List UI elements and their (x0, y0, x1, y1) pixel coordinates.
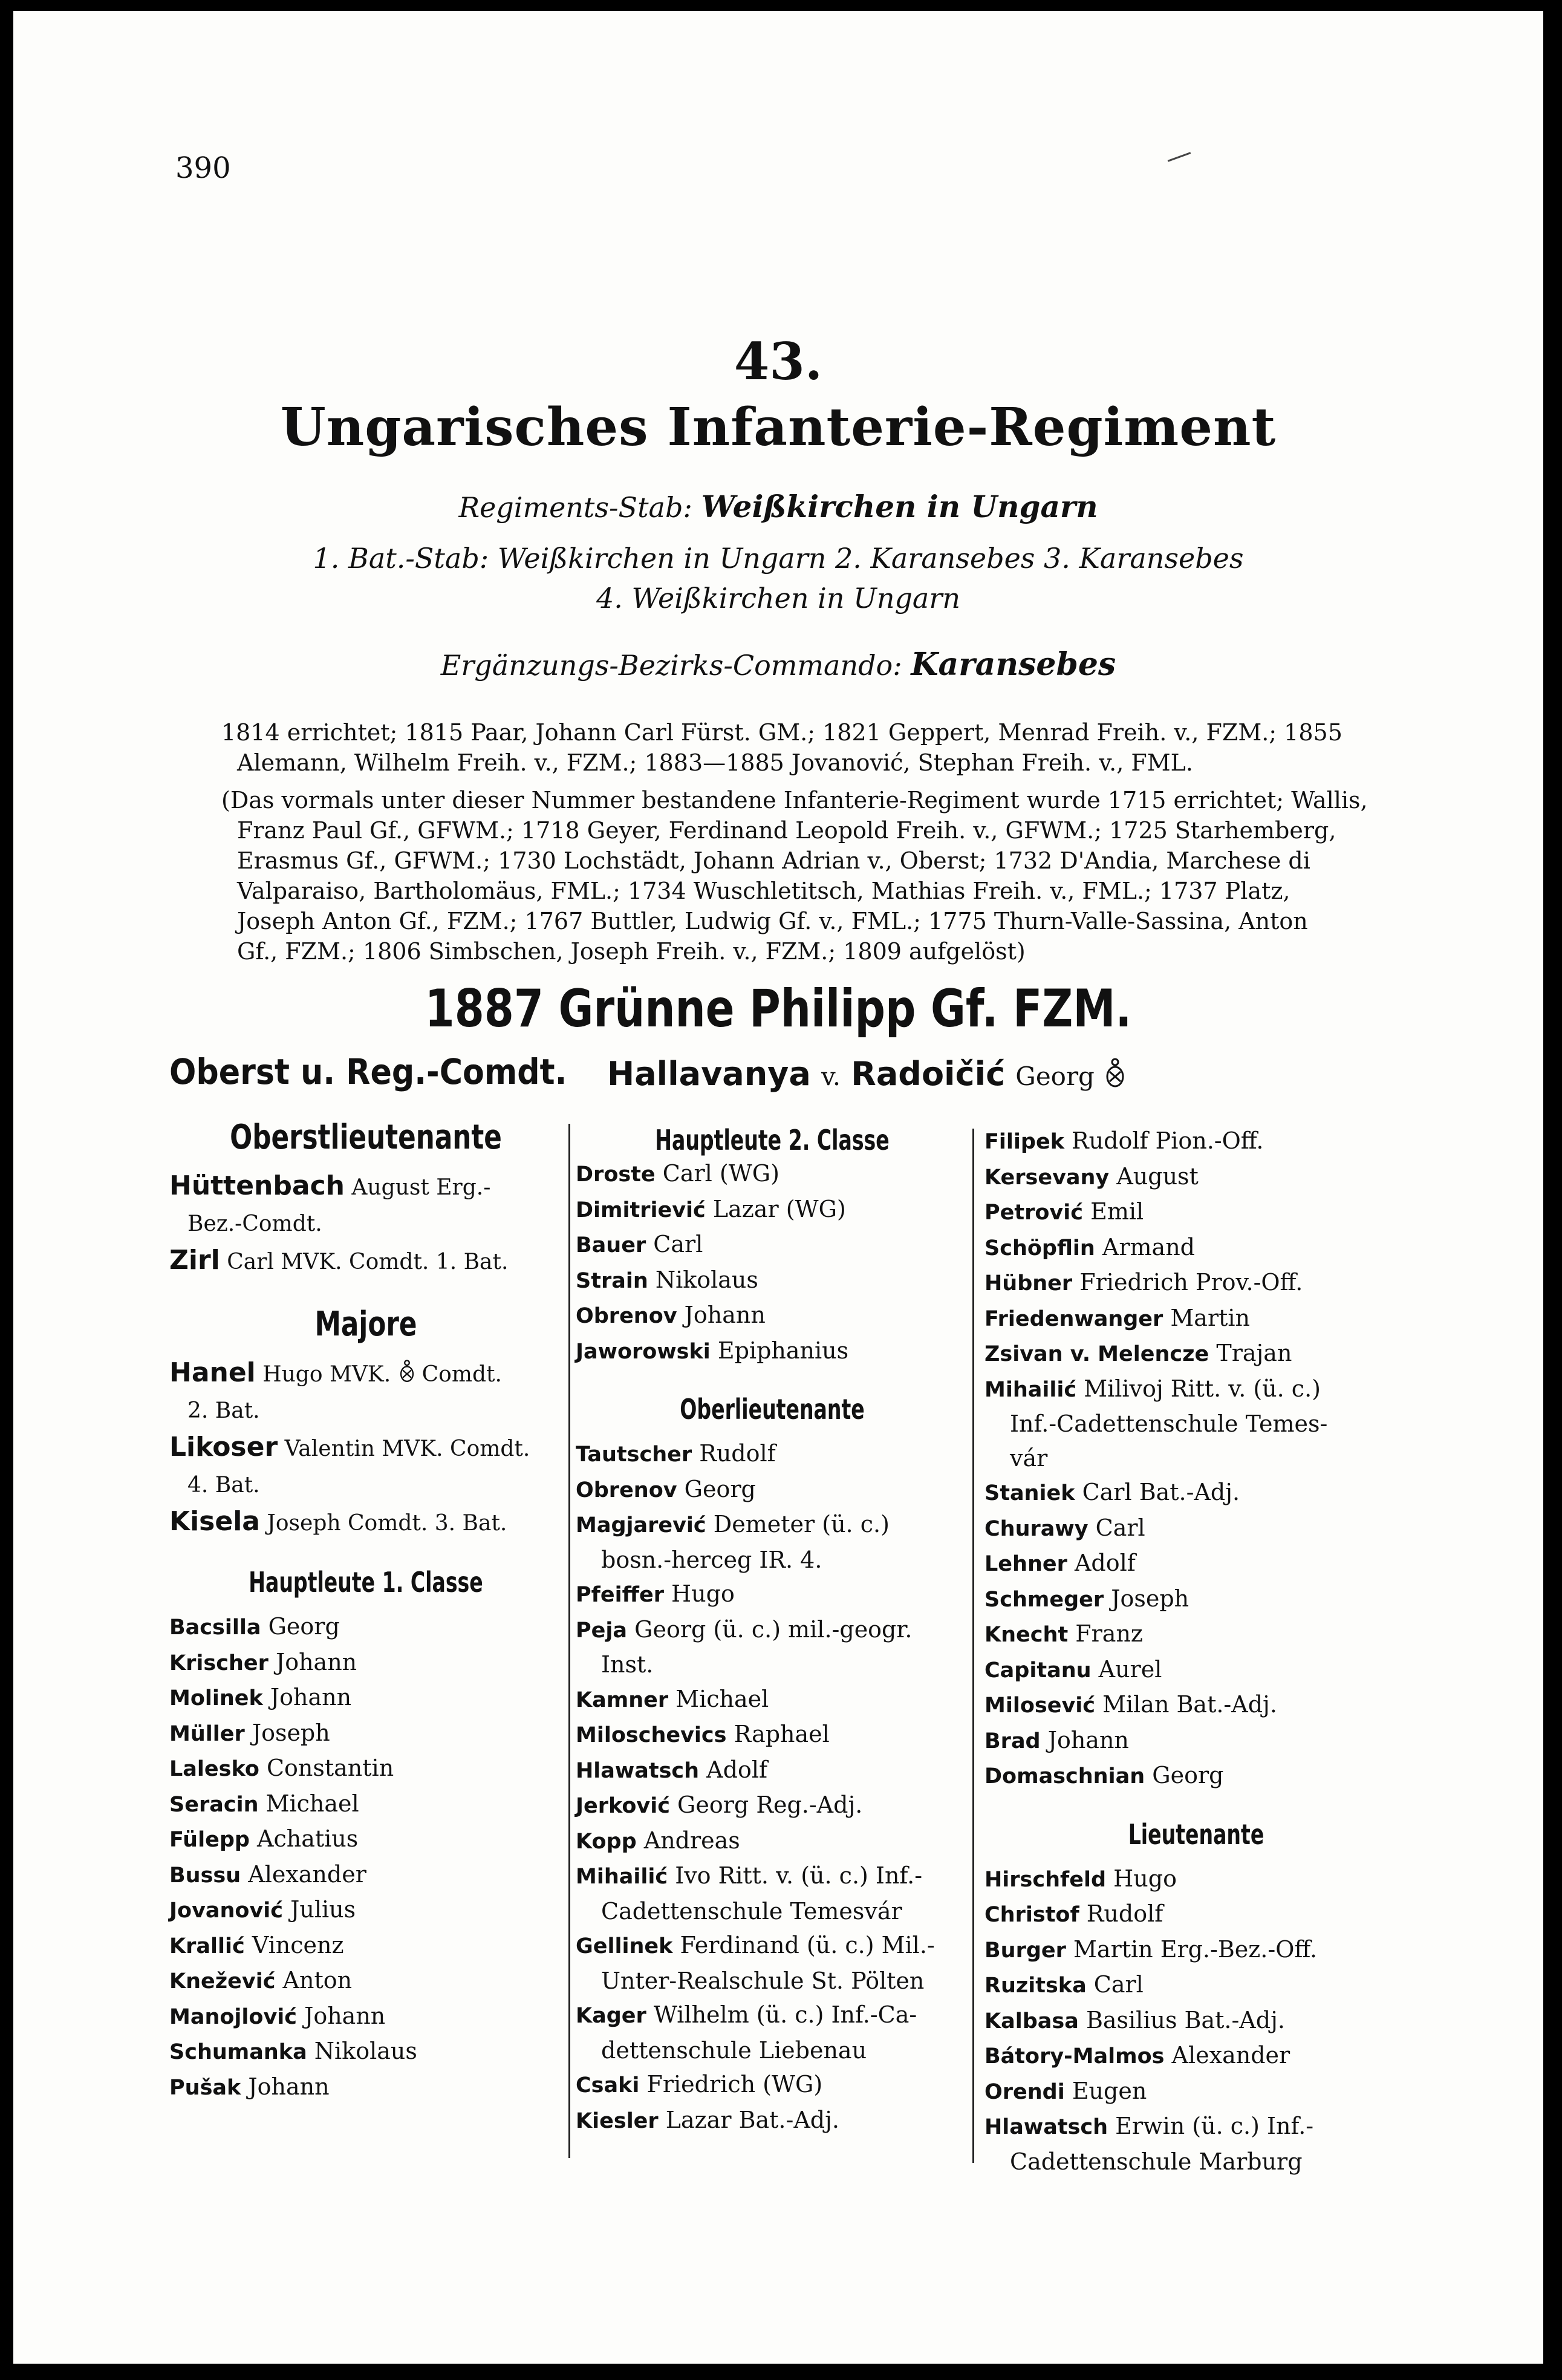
officer-details: Georg (ü. c.) mil.-geogr. (627, 1615, 913, 1643)
pencil-mark (1168, 152, 1191, 161)
history-line: Valparaiso, Bartholomäus, FML.; 1734 Wuschletitsch, Mathias Freih. v., FML.; 1737 Platz, (237, 878, 1290, 904)
column-2 (576, 1124, 969, 2138)
officer-entry (169, 1787, 562, 1822)
column-rule (972, 1129, 974, 2163)
ergaenzung-value: Karansebes (911, 646, 1116, 683)
officer-surname: Hübner (984, 1271, 1073, 1296)
officer-entry (169, 1822, 562, 1857)
lieutenante-list (984, 1862, 1408, 2179)
officer-entry (984, 1723, 1408, 1759)
officer-entry (576, 1192, 969, 1228)
officer-surname: Krischer (169, 1651, 268, 1675)
officer-entry (169, 1999, 562, 2035)
officer-surname: Pfeiffer (576, 1583, 664, 1607)
officer-surname: Churawy (984, 1516, 1089, 1541)
officer-entry (169, 1963, 562, 1999)
page-number: 390 (175, 151, 231, 185)
officer-entry (576, 1859, 969, 1894)
officer-surname: Fülepp (169, 1828, 250, 1852)
officer-entry (576, 1227, 969, 1263)
officer-details: Eugen (1064, 2077, 1147, 2104)
officer-entry (984, 1687, 1408, 1723)
officer-details: Friedrich (WG) (639, 2071, 823, 2098)
officer-details: Constantin (259, 1755, 394, 1781)
officer-details: Ivo Ritt. v. (ü. c.) Inf.- (668, 1862, 923, 1889)
officer-details: Georg (1145, 1762, 1224, 1788)
hauptleute-2-list (576, 1156, 969, 1369)
officer-surname: Kiesler (576, 2108, 659, 2133)
officer-entry (984, 1968, 1408, 2003)
officer-entry (169, 1928, 562, 1964)
officer-surname: Mihailić (576, 1865, 668, 1889)
officer-details: Milivoj Ritt. v. (ü. c.) (1076, 1375, 1321, 1402)
officer-details: Carl Bat.-Adj. (1075, 1479, 1240, 1505)
officer-surname: Bátory-Malmos (984, 2044, 1165, 2069)
officer-entry-cont: Inf.-Cadettenschule Temes- (1010, 1410, 1328, 1437)
officer-entry (576, 1753, 969, 1788)
officer-surname: Burger (984, 1938, 1066, 1963)
officer-details: Basilius Bat.-Adj. (1078, 2006, 1285, 2033)
officer-entry (576, 1507, 969, 1543)
officer-entry (984, 2038, 1408, 2074)
officer-surname: Capitanu (984, 1658, 1092, 1683)
officer-details: Adolf (699, 1756, 768, 1783)
officer-surname: Obrenov (576, 1304, 677, 1328)
officer-entry (576, 1788, 969, 1824)
officer-details: August (1109, 1162, 1199, 1190)
officer-entry (984, 1372, 1408, 1407)
regiments-stab-value: Weißkirchen in Ungarn (701, 489, 1098, 524)
officer-surname: Staniek (984, 1481, 1075, 1505)
regiments-stab (13, 489, 1543, 524)
officer-entry (169, 1857, 562, 1893)
regiment-inhaber: 1887 Grünne Philipp Gf. FZM. (425, 979, 1132, 1039)
officer-surname: Manojlović (169, 2004, 298, 2029)
officer-entry (984, 1897, 1408, 1932)
officer-surname: Kersevany (984, 1165, 1110, 1190)
officer-details: Demeter (ü. c.) (706, 1511, 890, 1537)
officer-surname: Bussu (169, 1863, 241, 1888)
officer-surname: Mihailić (984, 1377, 1077, 1402)
officer-entry (169, 1751, 562, 1787)
officer-details: Joseph (1104, 1585, 1189, 1612)
officer-surname: Bacsilla (169, 1615, 261, 1640)
officer-surname: Christof (984, 1903, 1079, 1927)
oberlieutenante-list (576, 1436, 969, 2138)
officer-surname: Knežević (169, 1969, 276, 1994)
officer-details: Anton (275, 1967, 353, 1994)
officer-details: Franz (1068, 1620, 1143, 1647)
battalions-line-2: 4. Weißkirchen in Ungarn (596, 582, 960, 615)
oberst-label: Oberst u. Reg.-Comdt. (169, 1051, 567, 1092)
officer-surname: Dimitriević (576, 1198, 706, 1222)
officer-entry (984, 1582, 1408, 1617)
officer-entry: Hüttenbach August Erg.- (169, 1170, 491, 1201)
officer-entry (984, 1230, 1408, 1266)
officer-surname: Kamner (576, 1687, 669, 1712)
officer-surname: Filipek (984, 1130, 1064, 1154)
officer-entry (169, 1609, 562, 1645)
officer-details: Carl (1088, 1514, 1145, 1541)
officer-surname: Jerković (576, 1794, 670, 1818)
officer-surname: Tautscher (576, 1443, 692, 1467)
officer-entry (984, 1511, 1408, 1547)
officer-entry (576, 1998, 969, 2033)
officer-entry (984, 1862, 1408, 1897)
history-paragraph-2 (221, 785, 1388, 967)
officer-details: Adolf (1067, 1550, 1136, 1576)
officer-entry (984, 2109, 1408, 2145)
officer-details: Milan Bat.-Adj. (1095, 1691, 1277, 1718)
officer-surname: Hlawatsch (984, 2115, 1108, 2139)
officer-entry-cont: Unter-Realschule St. Pölten (601, 1967, 925, 1994)
officer-details: Michael (258, 1790, 359, 1817)
officer-details: Johann (677, 1302, 766, 1328)
officer-details: Johann (268, 1648, 357, 1675)
officer-surname: Lalesko (169, 1757, 259, 1781)
officer-entry: Hanel Hugo MVK. Comdt. (169, 1355, 562, 1393)
decoration-icon (1105, 1057, 1125, 1097)
history-line: (Das vormals unter dieser Nummer bestandene Infanterie-Regiment wurde 1715 errichtet; Wallis, (221, 787, 1368, 813)
officer-entry (576, 2067, 969, 2103)
officer-details: Achatius (249, 1825, 359, 1852)
officer-details: Lazar (WG) (705, 1195, 846, 1222)
officer-surname: Friedenwanger (984, 1306, 1163, 1331)
hauptleute-1-heading: Hauptleute 1. Classe (249, 1566, 483, 1599)
officer-entry-cont: bosn.-herceg IR. 4. (601, 1546, 822, 1573)
officer-surname: Hlawatsch (576, 1758, 700, 1783)
officer-entry (169, 1680, 562, 1716)
officer-entry (984, 1159, 1408, 1195)
officer-details: Alexander (1164, 2042, 1290, 2069)
history-line: 1814 errichtet; 1815 Paar, Johann Carl Fürst. GM.; 1821 Geppert, Menrad Freih. v., FZM.; 1855 (221, 719, 1342, 746)
officer-details: Martin Erg.-Bez.-Off. (1066, 1935, 1318, 1963)
officer-entry (576, 1577, 969, 1612)
officer-details: Johann (262, 1684, 352, 1710)
officer-entry (984, 1124, 1408, 1159)
officer-entry (576, 1156, 969, 1192)
officer-details: Wilhelm (ü. c.) Inf.-Ca- (646, 2001, 917, 2028)
officer-details: Raphael (726, 1721, 830, 1747)
officer-details: Emil (1083, 1198, 1144, 1225)
officer-surname: Ruzitska (984, 1974, 1087, 1998)
officer-entry-cont: Cadettenschule Temesvár (601, 1897, 902, 1925)
officer-details: Nikolaus (307, 2038, 417, 2064)
officer-surname: Kalbasa (984, 2009, 1079, 2033)
officer-entry (169, 2034, 562, 2070)
officer-details: Armand (1095, 1233, 1196, 1260)
officer-details: Rudolf (692, 1440, 776, 1467)
officer-entry (984, 2074, 1408, 2110)
officer-details: Aurel (1091, 1655, 1162, 1683)
officer-surname: Schöpflin (984, 1236, 1095, 1260)
officer-entry (576, 1334, 969, 1369)
officer-surname: Petrović (984, 1201, 1083, 1225)
officer-details: Michael (668, 1685, 769, 1712)
officer-entry-cont: Inst. (601, 1651, 654, 1678)
officer-surname: Brad (984, 1729, 1041, 1753)
officer-entry (576, 1263, 969, 1299)
officer-surname: Kopp (576, 1829, 637, 1854)
officer-surname: Magjarević (576, 1513, 706, 1537)
column-3 (984, 1124, 1408, 2179)
ergaenzung-label: Ergänzungs-Bezirks-Commando: (440, 649, 902, 682)
officer-details: Erwin (ü. c.) Inf.- (1108, 2113, 1314, 2139)
officer-entry-cont: 4. Bat. (187, 1473, 260, 1498)
officer-details: Friedrich Prov.-Off. (1072, 1269, 1303, 1296)
officer-surname: Domaschnian (984, 1764, 1145, 1788)
officer-surname: Hirschfeld (984, 1867, 1107, 1892)
officer-details: Andreas (636, 1827, 740, 1854)
officer-surname: Miloschevics (576, 1723, 727, 1747)
officer-details: Hugo (663, 1580, 735, 1607)
officer-entry: Kisela Joseph Comdt. 3. Bat. (169, 1506, 507, 1537)
officer-surname: Pušak (169, 2075, 241, 2100)
oberst-surname-2: Radoičić (851, 1055, 1006, 1093)
officer-surname: Orendi (984, 2079, 1065, 2104)
officer-entry: Likoser Valentin MVK. Comdt. (169, 1432, 530, 1462)
officer-surname: Zsivan v. Melencze (984, 1342, 1209, 1366)
regiment-number: 43. (734, 331, 823, 391)
officer-surname: Peja (576, 1618, 628, 1643)
officer-entry-cont: dettenschule Liebenau (601, 2036, 867, 2064)
oberstlieutenante-heading: Oberstlieutenante (230, 1118, 502, 1157)
history-line: Franz Paul Gf., GFWM.; 1718 Geyer, Ferdinand Leopold Freih. v., GFWM.; 1725 Starhemberg, (237, 817, 1336, 844)
regiment-title: Ungarisches Infanterie-Regiment (280, 397, 1277, 458)
officer-entry (984, 1617, 1408, 1652)
officer-entry (984, 1301, 1408, 1337)
column-1 (169, 1118, 562, 2105)
officer-entry (576, 1928, 969, 1964)
oberst-surname: Hallavanya (607, 1055, 811, 1093)
officer-entry-cont: vár (1010, 1444, 1048, 1472)
officer-entry (984, 1652, 1408, 1688)
officer-entry (984, 1195, 1408, 1230)
history-paragraph-1 (221, 717, 1388, 778)
officer-entry-cont: 2. Bat. (187, 1398, 260, 1423)
officer-entry (984, 1336, 1408, 1372)
officer-surname: Schmeger (984, 1587, 1104, 1612)
officer-entry (169, 1716, 562, 1752)
history-line: Erasmus Gf., GFWM.; 1730 Lochstädt, Johann Adrian v., Oberst; 1732 D'Andia, Marchese di (237, 847, 1310, 874)
officer-details: Vincenz (244, 1931, 344, 1958)
officer-details: Alexander (241, 1860, 366, 1888)
officer-entry (576, 1298, 969, 1334)
officer-details: Lazar Bat.-Adj. (658, 2106, 839, 2133)
officer-entry (576, 1472, 969, 1508)
officer-surname: Seracin (169, 1792, 259, 1817)
officer-details: Johann (1040, 1726, 1129, 1753)
officer-surname: Molinek (169, 1686, 263, 1710)
officer-entry-cont: Cadettenschule Marburg (1010, 2148, 1303, 2175)
officer-entry (576, 1682, 969, 1718)
officer-surname: Bauer (576, 1233, 646, 1257)
officer-entry (984, 1932, 1408, 1968)
officer-surname: Gellinek (576, 1934, 673, 1958)
officer-entry (984, 1265, 1408, 1301)
history-line: Gf., FZM.; 1806 Simbschen, Joseph Freih. v., FZM.; 1809 aufgelöst) (237, 938, 1026, 965)
officer-details: Nikolaus (648, 1266, 758, 1293)
history-line: Alemann, Wilhelm Freih. v., FZM.; 1883—1885 Jovanović, Stephan Freih. v., FML. (237, 749, 1193, 776)
decoration-icon (399, 1357, 415, 1393)
officer-entry (984, 1758, 1408, 1794)
officer-entry (984, 1546, 1408, 1582)
officer-details: Carl (646, 1231, 703, 1257)
oberst-v: v. (821, 1061, 841, 1091)
officer-entry (169, 2070, 562, 2105)
lieutenante-heading: Lieutenante (1128, 1818, 1264, 1851)
officer-details: Johann (297, 2002, 386, 2029)
hauptleute-1-list (169, 1609, 562, 2105)
officer-entry (169, 1645, 562, 1681)
officer-surname: Strain (576, 1268, 648, 1293)
officer-details: Georg (261, 1613, 340, 1640)
document-page (13, 11, 1543, 2364)
officer-entry (576, 1717, 969, 1753)
officer-entry: Zirl Carl MVK. Comdt. 1. Bat. (169, 1245, 509, 1276)
officer-entry (576, 1824, 969, 1859)
officer-details: Epiphanius (710, 1337, 849, 1364)
oberst-name (607, 1055, 1125, 1097)
officer-surname: Obrenov (576, 1478, 677, 1502)
officer-details: Georg Reg.-Adj. (669, 1792, 863, 1818)
officer-surname: Krallić (169, 1934, 245, 1958)
officer-details: Carl (1086, 1971, 1144, 1998)
officer-details: Ferdinand (ü. c.) Mil.- (672, 1932, 935, 1958)
officer-surname: Müller (169, 1721, 245, 1746)
officer-details: Hugo (1106, 1865, 1177, 1892)
officer-surname: Droste (576, 1162, 656, 1187)
history-line: Joseph Anton Gf., FZM.; 1767 Buttler, Ludwig Gf. v., FML.; 1775 Thurn-Valle-Sassina, Anton (237, 908, 1308, 934)
officer-details: Rudolf (1079, 1900, 1163, 1927)
oberlieutenante-cont-list (984, 1124, 1408, 1794)
officer-details: Johann (241, 2073, 330, 2100)
officer-surname: Jaworowski (576, 1339, 711, 1364)
officer-entry (576, 2103, 969, 2139)
officer-details: Joseph (244, 1719, 330, 1746)
officer-entry (984, 2003, 1408, 2039)
officer-details: Rudolf Pion.-Off. (1064, 1127, 1264, 1154)
officer-details: Trajan (1209, 1340, 1292, 1366)
officer-surname: Schumanka (169, 2040, 307, 2064)
hauptleute-2-heading: Hauptleute 2. Classe (655, 1124, 890, 1156)
officer-entry (576, 1436, 969, 1472)
officer-entry (169, 1893, 562, 1928)
officer-surname: Csaki (576, 2073, 640, 2098)
majore-heading: Majore (314, 1305, 417, 1344)
officer-surname: Milosević (984, 1694, 1095, 1718)
officer-surname: Jovanović (169, 1899, 284, 1923)
officer-surname: Lehner (984, 1552, 1067, 1576)
oberlieutenante-heading: Oberlieutenante (680, 1393, 865, 1426)
officer-entry-cont: Bez.-Comdt. (187, 1211, 322, 1236)
oberst-firstname: Georg (1015, 1061, 1095, 1091)
officer-entry (984, 1475, 1408, 1511)
regiments-stab-label: Regiments-Stab: (458, 491, 692, 524)
ergaenzungs-commando (13, 646, 1543, 683)
officer-details: Julius (283, 1896, 356, 1923)
battalions-line-1: 1. Bat.-Stab: Weißkirchen in Ungarn 2. Karansebes 3. Karansebes (313, 542, 1244, 575)
column-rule (568, 1124, 570, 2158)
officer-details: Martin (1163, 1304, 1251, 1331)
officer-surname: Kager (576, 2004, 646, 2028)
officer-surname: Knecht (984, 1623, 1069, 1647)
officer-entry (576, 1612, 969, 1648)
officer-details: Carl (WG) (655, 1160, 779, 1187)
officer-details: Georg (677, 1475, 756, 1502)
